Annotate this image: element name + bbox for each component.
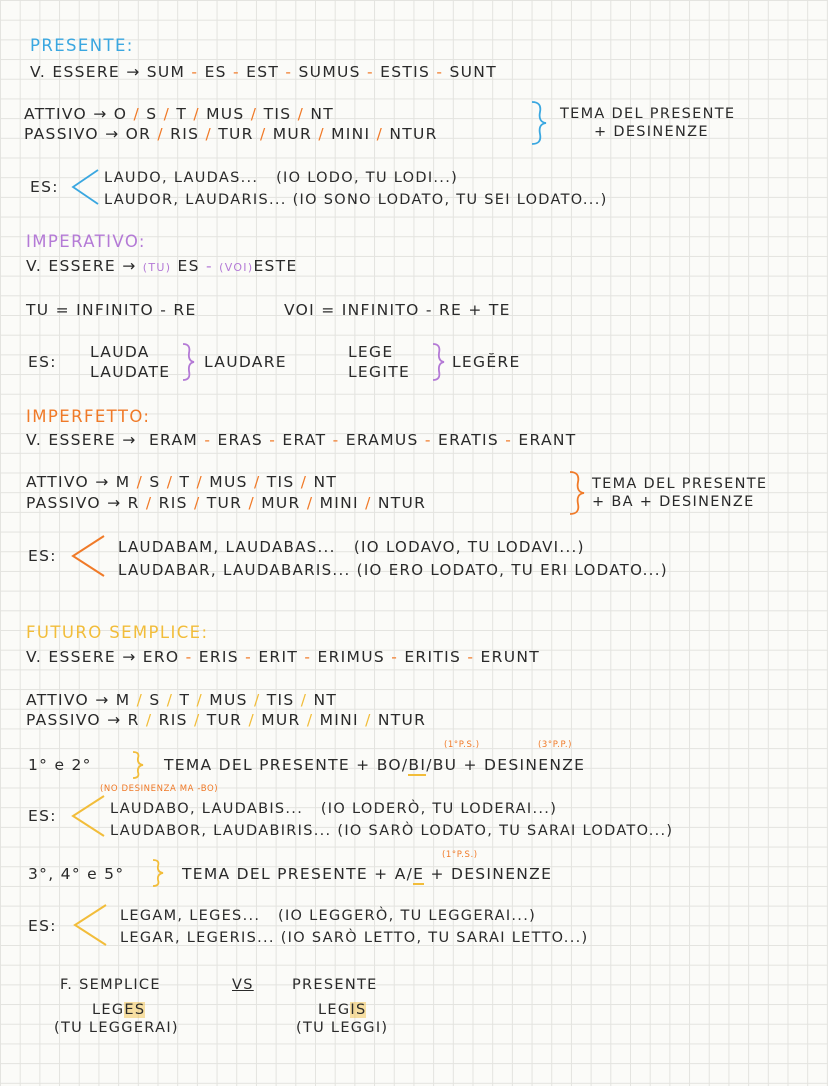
imperativo-ex-a1: LAUDA [90, 343, 150, 361]
imperativo-es-label: ES: [28, 353, 57, 371]
imperativo-ex-b2: LEGITE [348, 363, 411, 381]
imperativo-ex-b1: LEGE [348, 343, 394, 361]
imperativo-ex-b-inf: LEGĔRE [452, 353, 521, 371]
imperfetto-passivo-line: PASSIVO → R / RIS / TUR / MUR / MINI / NTUR [26, 494, 427, 512]
presente-attivo-line: ATTIVO → O / S / T / MUS / TIS / NT [24, 105, 334, 123]
presente-note-1: TEMA DEL PRESENTE [560, 106, 736, 122]
presente-note-2: + DESINENZE [594, 124, 709, 140]
essere-prefix: V. ESSERE → [30, 63, 147, 81]
angle-bracket-icon [70, 794, 106, 840]
rule345-note: (1°P.S.) [442, 850, 478, 860]
imperativo-heading: IMPERATIVO: [26, 232, 146, 251]
curly-brace-icon [180, 342, 196, 382]
futuro-example-1: LAUDABO, LAUDABIS... (IO LODERÒ, TU LODERAI...) [110, 801, 558, 817]
essere-form: EST [246, 63, 280, 81]
essere-form: SUM [146, 63, 186, 81]
futuro-es-label: ES: [28, 807, 57, 825]
angle-bracket-icon [70, 534, 106, 580]
imperfetto-example-2: LAUDABAR, LAUDABARIS... (IO ERO LODATO, TU ERI LODATO...) [118, 561, 668, 579]
compare-vs: VS [232, 977, 254, 993]
presente-es-label: ES: [30, 178, 59, 196]
imperfetto-es-label: ES: [28, 547, 57, 565]
presente-passivo-line: PASSIVO → OR / RIS / TUR / MUR / MINI / NTUR [24, 125, 438, 143]
left-word: LEGES [92, 1002, 146, 1018]
imperfetto-example-1: LAUDABAM, LAUDABAS... (IO LODAVO, TU LODAVI...) [118, 538, 585, 556]
rule12-note-1: (1°P.S.) [444, 740, 480, 750]
futuro-es2-label: ES: [28, 917, 57, 935]
presente-essere-line: V. ESSERE → SUM - ES - EST - SUMUS - ESTIS - SUNT [30, 63, 497, 81]
essere-form: SUNT [449, 63, 497, 81]
futuro-attivo-line: ATTIVO → M / S / T / MUS / TIS / NT [26, 691, 338, 709]
angle-bracket-icon [70, 168, 100, 208]
imperfetto-essere-line: V. ESSERE → ERAM - ERAS - ERAT - ERAMUS - ERATIS - ERANT [26, 431, 577, 449]
imperativo-essere-line: V. ESSERE → (TU) ES - (VOI)ESTE [26, 257, 298, 275]
rule12-label: 1° e 2° [28, 756, 92, 774]
futuro-passivo-line: PASSIVO → R / RIS / TUR / MUR / MINI / NTUR [26, 711, 427, 729]
futuro-example-4: LEGAR, LEGERIS... (IO SARÒ LETTO, TU SARAI LETTO...) [120, 930, 589, 946]
rule12-text: TEMA DEL PRESENTE + BO/BI/BU + DESINENZE [164, 756, 586, 774]
essere-form: SUMUS [298, 63, 361, 81]
angle-bracket-icon [72, 903, 108, 949]
imperfetto-note-2: + BA + DESINENZE [592, 494, 755, 510]
presente-example-2: LAUDOR, LAUDARIS... (IO SONO LODATO, TU SEI LODATO...) [104, 192, 608, 208]
compare-right: PRESENTE [292, 977, 378, 993]
futuro-example-3: LEGAM, LEGES... (IO LEGGERÒ, TU LEGGERAI...) [120, 908, 537, 924]
rule345-text: TEMA DEL PRESENTE + A/E + DESINENZE [182, 865, 553, 883]
presente-heading: PRESENTE: [30, 36, 134, 55]
futuro-example-2: LAUDABOR, LAUDABIRIS... (IO SARÒ LODATO, TU SARAI LODATO...) [110, 823, 674, 839]
curly-brace-icon [528, 100, 548, 146]
curly-brace-icon [430, 342, 446, 382]
futuro-heading: FUTURO SEMPLICE: [26, 623, 209, 642]
essere-form: ESTIS [380, 63, 431, 81]
curly-brace-icon [150, 858, 166, 888]
rule345-label: 3°, 4° e 5° [28, 865, 125, 883]
right-translation: (TU LEGGI) [296, 1020, 389, 1036]
right-word: LEGIS [318, 1002, 367, 1018]
imperativo-ex-a2: LAUDATE [90, 363, 171, 381]
imperfetto-attivo-line: ATTIVO → M / S / T / MUS / TIS / NT [26, 473, 338, 491]
left-translation: (TU LEGGERAI) [54, 1020, 179, 1036]
essere-form: ES [204, 63, 227, 81]
imperfetto-heading: IMPERFETTO: [26, 407, 151, 426]
passivo-label: PASSIVO → [24, 125, 126, 143]
curly-brace-icon [130, 750, 146, 780]
compare-left: F. SEMPLICE [60, 977, 161, 993]
imperativo-voi-rule: VOI = INFINITO - RE + TE [284, 301, 511, 319]
imperativo-tu-rule: TU = INFINITO - RE [26, 301, 197, 319]
attivo-label: ATTIVO → [24, 105, 114, 123]
futuro-essere-line: V. ESSERE → ERO - ERIS - ERIT - ERIMUS - ERITIS - ERUNT [26, 648, 541, 666]
es-note: (NO DESINENZA MA -BO) [100, 784, 219, 794]
imperativo-ex-a-inf: LAUDARE [204, 353, 287, 371]
imperfetto-note-1: TEMA DEL PRESENTE [592, 476, 768, 492]
curly-brace-icon [566, 470, 586, 516]
presente-example-1: LAUDO, LAUDAS... (IO LODO, TU LODI...) [104, 170, 459, 186]
rule12-note-2: (3°P.P.) [538, 740, 573, 750]
